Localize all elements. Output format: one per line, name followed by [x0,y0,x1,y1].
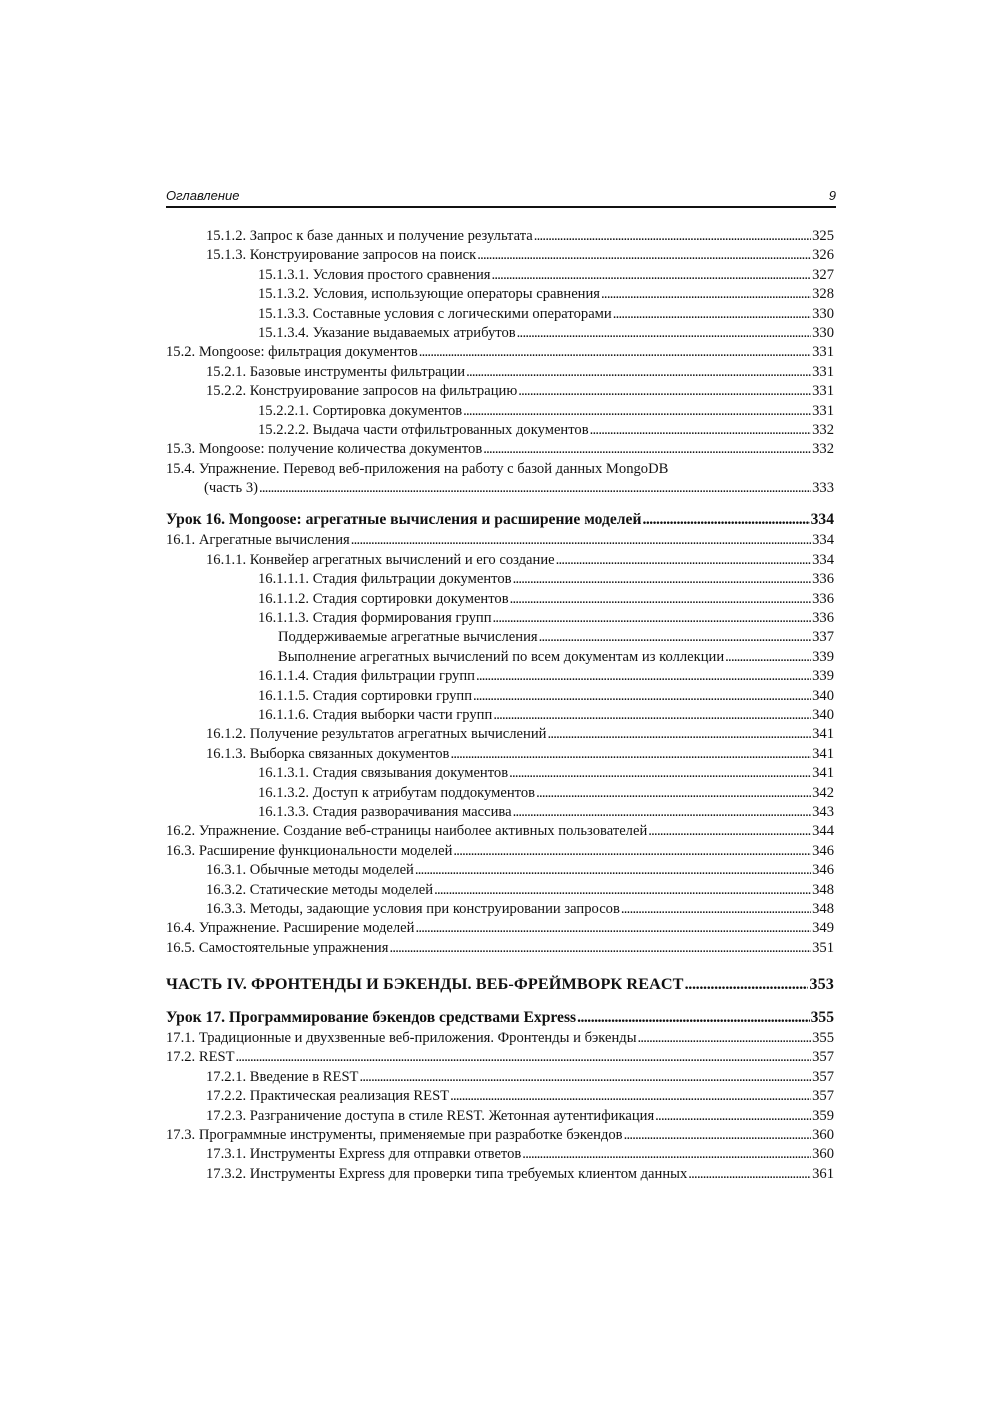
toc-entry-page: 346 [812,842,834,859]
toc-entry-page: 334 [812,532,834,549]
toc-entry-page: 334 [810,511,834,529]
toc-entry[interactable] [166,648,834,667]
toc-entry[interactable] [166,1029,834,1048]
toc-entry-title: Выполнение агрегатных вычислений по всем документам из коллекции [278,648,725,665]
toc-entry[interactable] [166,1107,834,1126]
toc-entry-page: 357 [812,1049,834,1066]
toc-leader [577,1007,810,1029]
toc-entry-title: 15.1.3.3. Составные условия с логическими операторами [258,305,612,322]
toc-leader [466,363,811,382]
toc-leader [688,1165,811,1184]
toc-entry-page: 331 [812,383,834,400]
running-header-title: Оглавление [166,188,240,203]
toc-entry-title: 15.1.2. Запрос к базе данных и получение результата [206,228,533,244]
toc-entry[interactable] [166,706,834,725]
toc-entry-title: 16.1.1.4. Стадия фильтрации групп [258,668,475,685]
toc-entry-page: 331 [812,363,834,380]
toc-entry-page: 326 [812,247,834,264]
toc-entry[interactable] [166,285,834,304]
toc-leader [536,784,811,803]
toc-leader [590,421,811,440]
toc-leader [510,590,812,609]
toc-entry[interactable] [166,725,834,744]
toc-leader [450,1087,811,1106]
toc-entry-title: 15.4. Упражнение. Перевод веб-приложения на работу с базой данных MongoDB [166,460,669,477]
toc-entry[interactable] [166,246,834,265]
toc-entry[interactable] [166,687,834,706]
toc-entry-title: 16.3.2. Статические методы моделей [206,881,434,898]
toc-entry[interactable] [166,784,834,803]
toc-leader [493,706,811,725]
toc-leader [450,745,811,764]
toc-entry-continuation[interactable] [166,479,834,498]
toc-entry-page: 341 [812,765,834,782]
toc-leader [351,531,811,550]
toc-entry-title: 16.1. Агрегатные вычисления [166,532,350,549]
toc-leader [613,305,811,324]
toc-entry[interactable] [166,570,834,589]
toc-entry[interactable] [166,402,834,421]
running-header [166,187,836,208]
toc-entry[interactable] [166,764,834,783]
toc-entry-title: 15.1.3. Конструирование запросов на поиск [206,247,477,264]
toc-entry-page: 353 [809,975,834,994]
toc-leader [522,1145,811,1164]
table-of-contents [166,227,834,1184]
toc-entry[interactable] [166,1068,834,1087]
toc-entry-page: 355 [812,1030,834,1047]
toc-leader [513,570,812,589]
toc-entry-page: 330 [812,324,834,341]
toc-lesson-heading[interactable] [166,509,834,531]
toc-entry[interactable] [166,590,834,609]
toc-entry[interactable] [166,1145,834,1164]
toc-entry-page: 325 [812,228,834,244]
toc-entry-title: 16.3. Расширение функциональности моделей [166,842,453,859]
toc-leader [434,881,811,900]
toc-entry-title: 16.1.1.2. Стадия сортировки документов [258,590,509,607]
toc-entry-page: 357 [812,1068,834,1085]
toc-leader [419,343,811,362]
toc-leader [473,687,811,706]
page-number: 9 [828,188,836,203]
toc-entry[interactable] [166,667,834,686]
toc-leader [493,609,812,628]
toc-entry-page: 337 [812,629,834,646]
toc-entry[interactable] [166,900,834,919]
toc-entry-page: 341 [812,726,834,743]
toc-leader [685,972,809,996]
toc-leader [534,227,811,246]
toc-entry[interactable] [166,421,834,440]
toc-entry-title: 15.2.2.2. Выдача части отфильтрованных документов [258,421,589,438]
toc-entry[interactable] [166,531,834,550]
toc-entry-title: 17.3.2. Инструменты Express для проверки типа требуемых клиентом данных [206,1165,688,1182]
toc-entry[interactable] [166,1087,834,1106]
toc-leader [638,1029,812,1048]
toc-entry-title: 17.2.3. Разграничение доступа в стиле REST. Жетонная аутентификация [206,1107,655,1124]
toc-entry-page: 327 [812,266,834,283]
toc-entry[interactable] [166,266,834,285]
toc-entry[interactable] [166,363,834,382]
toc-leader [463,402,811,421]
toc-entry[interactable] [166,822,834,841]
toc-entry[interactable] [166,343,834,362]
toc-entry-page: 339 [812,668,834,685]
toc-leader [725,648,811,667]
toc-entry[interactable] [166,551,834,570]
toc-entry-title: 16.1.2. Получение результатов агрегатных вычислений [206,726,547,743]
toc-entry-title: 15.2.1. Базовые инструменты фильтрации [206,363,466,380]
toc-entry-multiline[interactable] [166,460,834,479]
toc-entry-title: 16.1.1.6. Стадия выборки части групп [258,706,493,723]
toc-leader [539,628,812,647]
toc-entry-page: 349 [812,920,834,937]
toc-entry[interactable] [166,861,834,880]
toc-entry[interactable] [166,440,834,459]
toc-entry[interactable] [166,382,834,401]
toc-entry-title: 16.1.3.3. Стадия разворачивания массива [258,803,512,820]
toc-leader [477,246,811,265]
toc-entry-title: 16.3.1. Обычные методы моделей [206,862,414,879]
toc-entry-page: 336 [812,610,834,627]
toc-entry-page: 361 [812,1165,834,1182]
toc-entry-title: 15.3. Mongoose: получение количества документов [166,441,483,458]
toc-entry-page: 360 [812,1127,834,1144]
toc-entry-title: (часть 3) [204,480,258,497]
toc-leader [655,1107,811,1126]
toc-leader [476,667,811,686]
toc-entry-page: 330 [812,305,834,322]
toc-entry-title: ЧАСТЬ IV. ФРОНТЕНДЫ И БЭКЕНДЫ. ВЕБ-ФРЕЙМВОРК REACT [166,975,684,994]
toc-entry-page: 344 [812,823,834,840]
toc-entry-page: 331 [812,344,834,361]
toc-leader [518,382,811,401]
toc-entry[interactable] [166,842,834,861]
toc-entry[interactable] [166,803,834,822]
toc-leader [621,900,811,919]
toc-entry-page: 336 [812,590,834,607]
toc-entry-title: 15.2.2.1. Сортировка документов [258,402,463,419]
toc-entry-title: 17.2.1. Введение в REST [206,1068,359,1085]
toc-entry-title: 16.1.1.3. Стадия формирования групп [258,610,492,627]
toc-entry-title: 16.1.1.5. Стадия сортировки групп [258,687,473,704]
toc-entry-title: 16.1.1.1. Стадия фильтрации документов [258,571,512,588]
toc-entry[interactable] [166,881,834,900]
toc-leader [601,285,811,304]
toc-entry-title: Урок 16. Mongoose: агрегатные вычисления и расширение моделей [166,511,642,529]
toc-entry-title: 16.1.3. Выборка связанных документов [206,745,450,762]
toc-entry[interactable] [166,305,834,324]
toc-leader [483,440,811,459]
toc-entry-page: 343 [812,803,834,820]
toc-entry-page: 346 [812,862,834,879]
toc-leader [259,479,811,498]
toc-entry-title: 17.3. Программные инструменты, применяемые при разработке бэкендов [166,1127,623,1144]
toc-leader [547,725,811,744]
toc-entry-title: 16.1.1. Конвейер агрегатных вычислений и его создание [206,551,555,568]
toc-leader [517,324,811,343]
toc-entry-page: 332 [812,441,834,458]
toc-leader [513,803,812,822]
toc-entry-page: 342 [812,784,834,801]
toc-entry-title: 17.1. Традиционные и двухзвенные веб-приложения. Фронтенды и бэкенды [166,1030,637,1047]
toc-leader [453,842,811,861]
toc-entry[interactable] [166,628,834,647]
toc-entry-title: 17.2.2. Практическая реализация REST [206,1088,450,1105]
toc-leader [509,764,811,783]
toc-entry-page: 340 [812,687,834,704]
toc-entry-page: 360 [812,1146,834,1163]
toc-leader [648,822,811,841]
toc-entry-title: 16.5. Самостоятельные упражнения [166,939,389,956]
toc-entry-page: 341 [812,745,834,762]
toc-entry-title: Урок 17. Программирование бэкендов средствами Express [166,1009,577,1027]
toc-entry-title: 16.1.3.1. Стадия связывания документов [258,765,509,782]
toc-leader [642,509,809,531]
toc-entry-page: 351 [812,939,834,956]
toc-entry-page: 357 [812,1088,834,1105]
toc-entry-title: 16.2. Упражнение. Создание веб-страницы наиболее активных пользователей [166,823,648,840]
toc-entry-page: 334 [812,551,834,568]
toc-leader [556,551,811,570]
toc-entry[interactable] [166,919,834,938]
toc-entry[interactable] [166,609,834,628]
toc-entry-title: 15.1.3.2. Условия, использующие операторы сравнения [258,286,601,303]
toc-entry-title: 17.2. REST [166,1049,235,1066]
toc-leader [389,939,811,958]
toc-entry[interactable] [166,324,834,343]
toc-leader [236,1048,812,1067]
toc-entry-page: 355 [810,1009,834,1027]
toc-lesson-heading[interactable] [166,1007,834,1029]
toc-entry-title: 17.3.1. Инструменты Express для отправки ответов [206,1146,522,1163]
toc-entry-title: 16.4. Упражнение. Расширение моделей [166,920,415,937]
toc-entry[interactable] [166,745,834,764]
toc-entry-page: 332 [812,421,834,438]
toc-leader [359,1068,811,1087]
toc-entry[interactable] [166,1048,834,1067]
toc-leader [415,919,811,938]
toc-entry-title: 16.3.3. Методы, задающие условия при конструировании запросов [206,900,620,917]
toc-entry-page: 336 [812,571,834,588]
toc-leader [491,266,811,285]
toc-entry-page: 359 [812,1107,834,1124]
toc-entry-title: 15.1.3.1. Условия простого сравнения [258,266,491,283]
toc-entry-title: 15.2. Mongoose: фильтрация документов [166,344,418,361]
toc-entry-title: Поддерживаемые агрегатные вычисления [278,629,538,646]
toc-entry-title: 16.1.3.2. Доступ к атрибутам поддокументов [258,784,536,801]
toc-entry-title: 15.2.2. Конструирование запросов на фильтрацию [206,383,518,400]
toc-entry[interactable] [166,1126,834,1145]
toc-entry[interactable] [166,227,834,246]
toc-entry-page: 333 [812,480,834,497]
toc-entry-page: 328 [812,286,834,303]
toc-leader [624,1126,812,1145]
toc-entry[interactable] [166,1165,834,1184]
toc-entry-page: 340 [812,706,834,723]
toc-entry[interactable] [166,939,834,958]
toc-entry-page: 348 [812,881,834,898]
toc-entry-page: 339 [812,648,834,665]
toc-leader [415,861,811,880]
toc-entry-title: 15.1.3.4. Указание выдаваемых атрибутов [258,324,516,341]
toc-entry-page: 331 [812,402,834,419]
toc-part-heading[interactable] [166,972,834,996]
toc-entry-page: 348 [812,900,834,917]
